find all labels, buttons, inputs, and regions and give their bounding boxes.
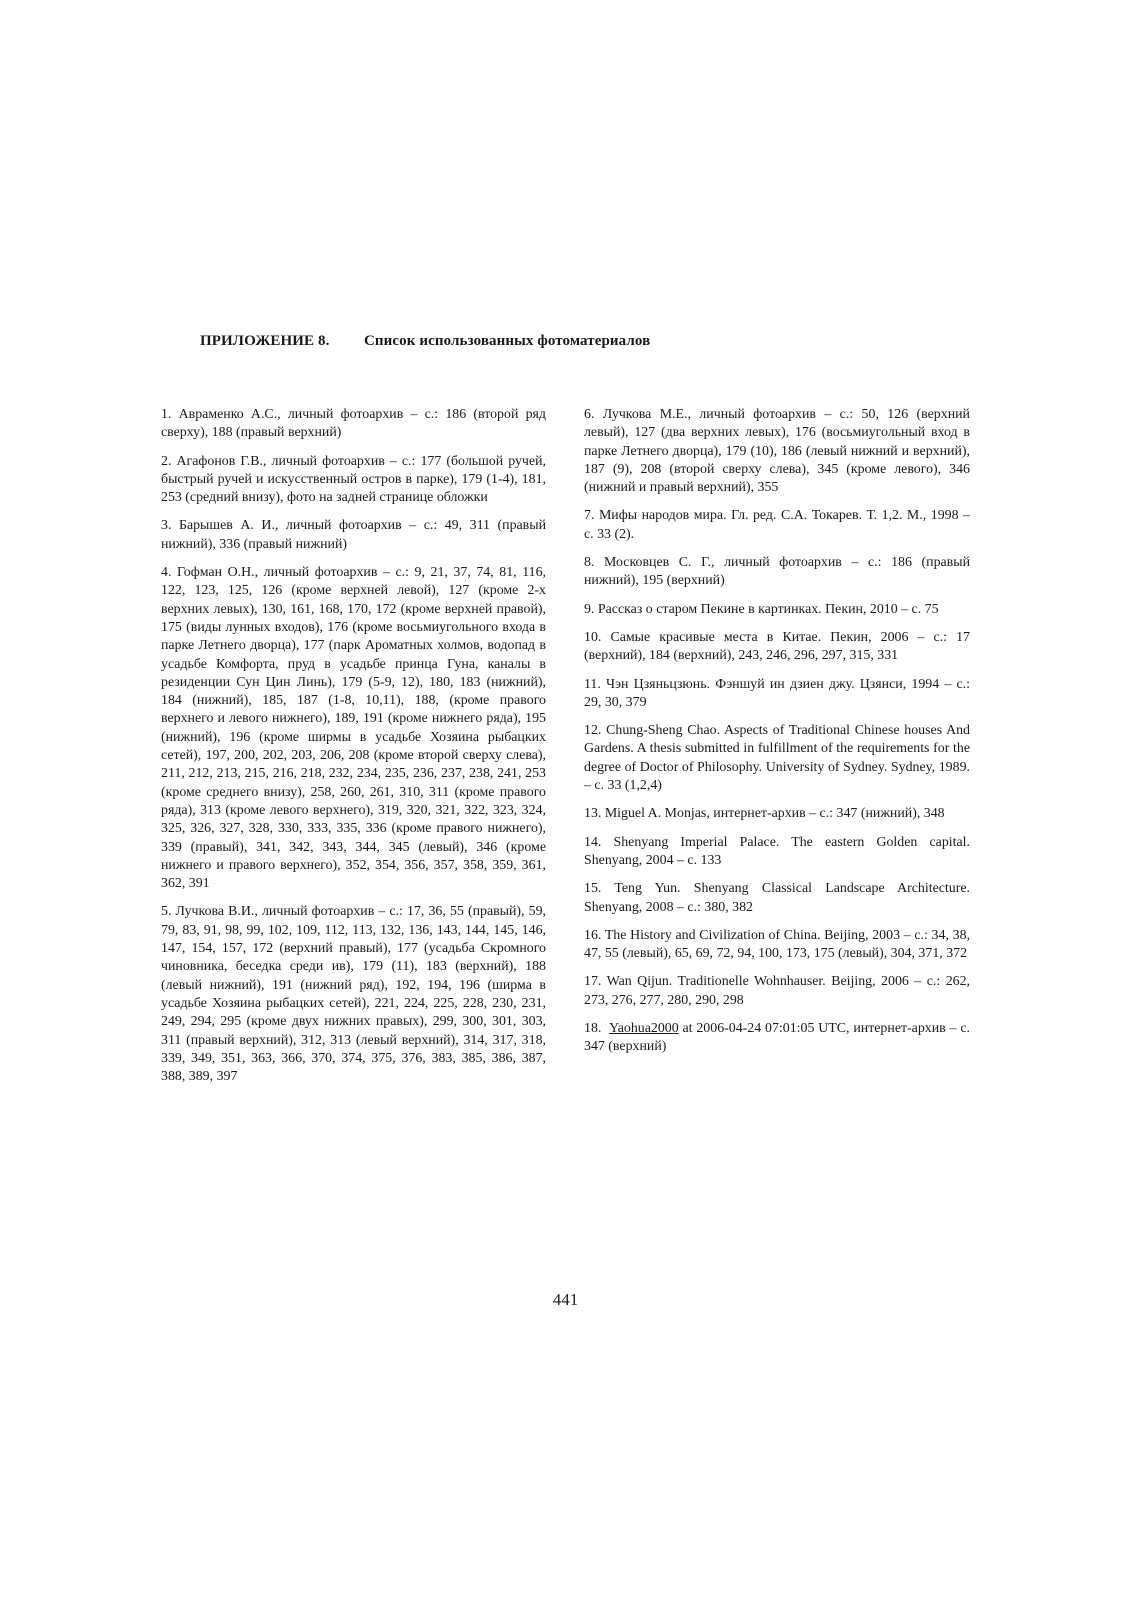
- list-item: 5. Лучкова В.И., личный фотоархив – с.: 17, 36, 55 (правый), 59, 79, 83, 91, 98, 99, 102, 109, 112, 113, 132, 136, 143, 144, 145, 146, 147, 154, 157, 172 (верхний правый), 177 (усадьба Скромного чиновника, беседка среди ив), 179 (11), 183 (верхний), 188 (левый нижний), 191 (нижний ряд), 192, 194, 196 (ширма в усадьбе Хозяина рыбацких сетей), 221, 224, 225, 228, 230, 231, 249, 294, 295 (кроме двух нижних правых), 299, 300, 301, 303, 311 (правый верхний), 312, 313 (левый верхний), 314, 317, 318, 339, 349, 351, 363, 366, 370, 374, 375, 376, 383, 385, 386, 387, 388, 389, 397: [161, 904, 546, 1085]
- appendix-title: Список использованных фотоматериалов: [364, 333, 651, 349]
- list-item: 1. Авраменко А.С., личный фотоархив – с.: 186 (второй ряд сверху), 188 (правый верхний): [161, 407, 546, 441]
- entry-text: at 2006-04-24 07:01:05 UTC, интернет-архив – с. 347 (верхний): [584, 1021, 970, 1055]
- right-column: [584, 406, 970, 1067]
- list-item: 11. Чэн Цзяньцзюнь. Фэншуй ин дзиен джу. Цзянси, 1994 – с.: 29, 30, 379: [584, 676, 970, 710]
- list-item: 6. Лучкова М.Е., личный фотоархив – с.: 50, 126 (верхний левый), 127 (два верхних левых), 176 (восьмиугольный вход в парке Летнего дворца), 179 (10), 186 (левый нижний и верхний), 187 (9), 208 (второй сверху слева), 345 (кроме левого), 346 (нижний и правый верхний), 355: [584, 407, 970, 496]
- list-item: 8. Московцев С. Г., личный фотоархив – с.: 186 (правый нижний), 195 (верхний): [584, 555, 970, 589]
- appendix-label: ПРИЛОЖЕНИЕ 8.: [200, 333, 330, 349]
- list-item: 15. Teng Yun. Shenyang Classical Landscape Architecture. Shenyang, 2008 – с.: 380, 382: [584, 881, 970, 915]
- list-item: 16. The History and Civilization of China. Beijing, 2003 – с.: 34, 38, 47, 55 (левый), 65, 69, 72, 94, 100, 173, 175 (левый), 304, 371, 372: [584, 927, 970, 962]
- page-number: 441: [552, 1290, 579, 1309]
- entry-number: 18.: [584, 1021, 602, 1037]
- appendix-heading: [200, 333, 650, 350]
- list-item: 13. Miguel A. Monjas, интернет-архив – с.: 347 (нижний), 348: [584, 806, 945, 822]
- list-item: 3. Барышев А. И., личный фотоархив – с.: 49, 311 (правый нижний), 336 (правый нижний): [161, 518, 546, 552]
- list-item: 10. Самые красивые места в Китае. Пекин, 2006 – с.: 17 (верхний), 184 (верхний), 243, 246, 296, 297, 315, 331: [584, 629, 970, 664]
- list-item-18: [584, 1020, 970, 1057]
- left-column: [161, 406, 546, 1096]
- list-item: 12. Chung-Sheng Chao. Aspects of Traditional Chinese houses And Gardens. A thesis submitted in fulfillment of the requirements for the degree of Doctor of Philosophy. University of Sydney. Sydney, 1989. – с. 33 (1,2,4): [584, 723, 970, 794]
- source-link[interactable]: Yaohua2000: [609, 1021, 679, 1037]
- list-item: 2. Агафонов Г.В., личный фотоархив – с.: 177 (большой ручей, быстрый ручей и искусственный остров в парке), 179 (1-4), 181, 253 (средний внизу), фото на задней странице обложки: [161, 453, 546, 506]
- list-item: 14. Shenyang Imperial Palace. The eastern Golden capital. Shenyang, 2004 – с. 133: [584, 834, 970, 868]
- list-item: 7. Мифы народов мира. Гл. ред. С.А. Токарев. Т. 1,2. М., 1998 – с. 33 (2).: [584, 508, 970, 542]
- list-item: 9. Рассказ о старом Пекине в картинках. Пекин, 2010 – с. 75: [584, 601, 939, 617]
- list-item: 17. Wan Qijun. Traditionelle Wohnhauser. Beijing, 2006 – с.: 262, 273, 276, 277, 280, 290, 298: [584, 974, 970, 1008]
- list-item: 4. Гофман О.Н., личный фотоархив – с.: 9, 21, 37, 74, 81, 116, 122, 123, 125, 126 (кроме верхней левой), 127 (кроме 2-х верхних левых), 130, 161, 168, 170, 172 (кроме верхней правой), 175 (виды лунных входов), 176 (кроме восьмиугольного входа в парке Летнего дворца), 177 (парк Ароматных холмов, водопад в усадьбе Комфорта, пруд в усадьбе принца Гуна, каналы в резиденции Сун Цин Линь), 179 (5-9, 12), 180, 183 (нижний), 184 (нижний), 185, 187 (1-8, 10,11), 188, (кроме правого верхнего и левого нижнего), 189, 191 (кроме нижнего ряда), 195 (нижний), 196 (кроме ширмы в усадьбе Хозяина рыбацких сетей), 197, 200, 202, 203, 206, 208 (кроме второй сверху слева), 211, 212, 213, 215, 216, 218, 232, 234, 235, 236, 237, 238, 241, 253 (кроме среднего внизу), 258, 260, 261, 310, 311 (кроме правого ряда), 313 (кроме левого верхнего), 319, 320, 321, 322, 323, 324, 325, 326, 327, 328, 330, 333, 335, 336 (кроме правого нижнего), 339 (правый), 341, 342, 343, 344, 345 (левый), 346 (кроме нижнего и правого верхнего), 352, 354, 356, 357, 358, 359, 361, 362, 391: [161, 565, 546, 892]
